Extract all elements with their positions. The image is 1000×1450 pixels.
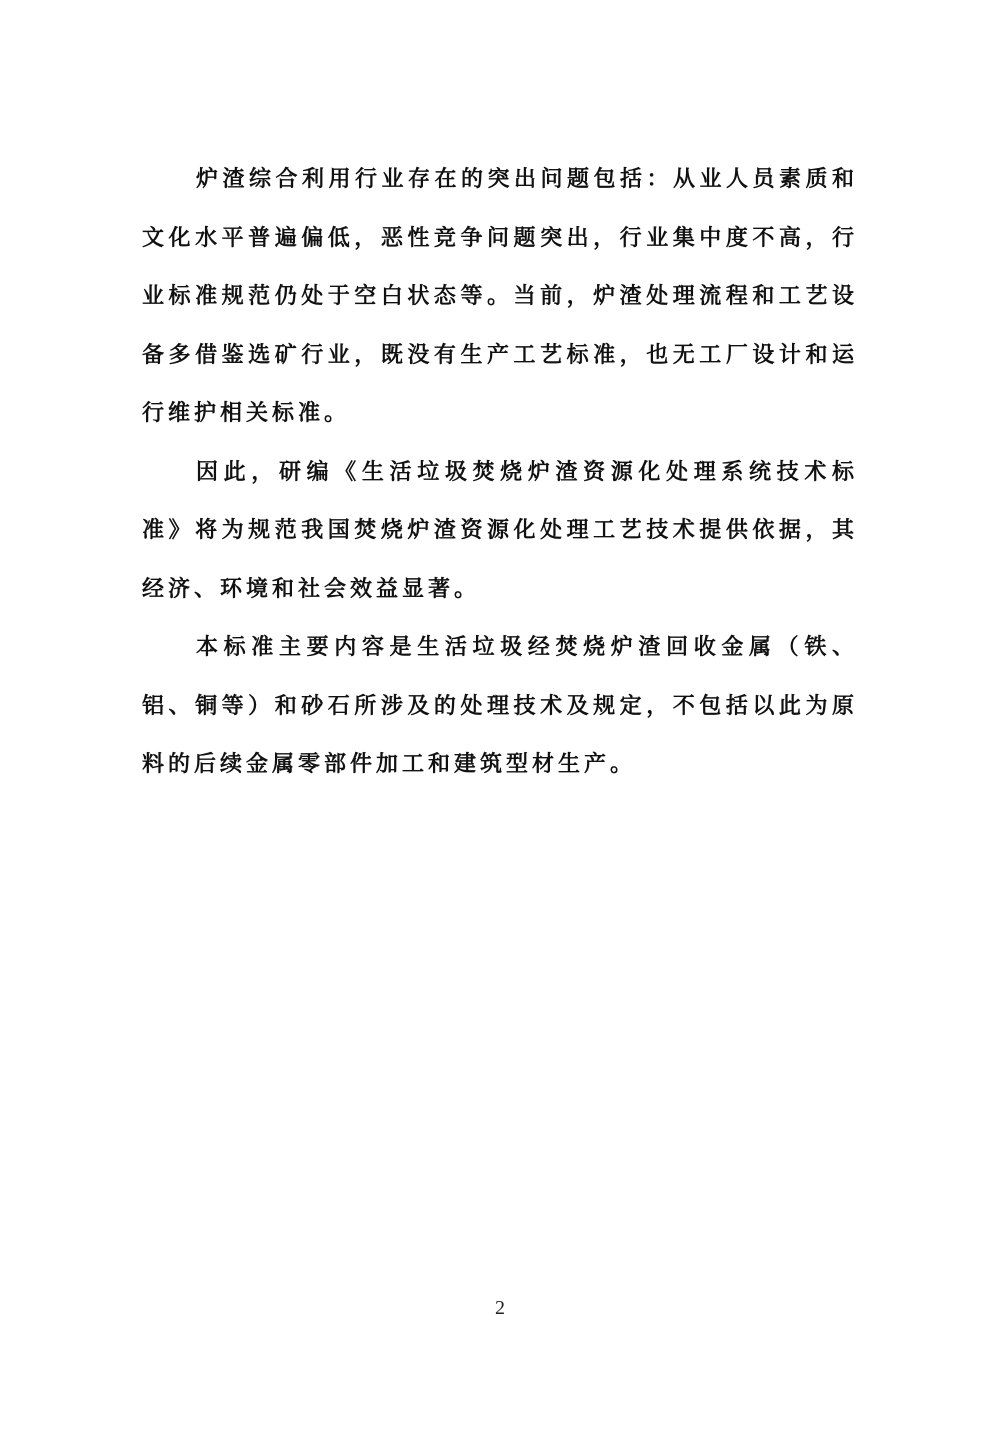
page-number: 2	[495, 1297, 505, 1319]
paragraph-standard-purpose: 因此，研编《生活垃圾焚烧炉渣资源化处理系统技术标准》将为规范我国焚烧炉渣资源化处理工艺技术提供依据，其经济、环境和社会效益显著。	[142, 458, 858, 602]
paragraph-standard-scope: 本标准主要内容是生活垃圾经焚烧炉渣回收金属（铁、铝、铜等）和砂石所涉及的处理技术及规定，不包括以此为原料的后续金属零部件加工和建筑型材生产。	[142, 634, 858, 777]
document-body	[142, 150, 858, 794]
paragraph-problems: 炉渣综合利用行业存在的突出问题包括：从业人员素质和文化水平普遍偏低，恶性竞争问题突出，行业集中度不高，行业标准规范仍处于空白状态等。当前，炉渣处理流程和工艺设备多借鉴选矿行业，既没有生产工艺标准，也无工厂设计和运行维护相关标准。	[142, 166, 858, 426]
